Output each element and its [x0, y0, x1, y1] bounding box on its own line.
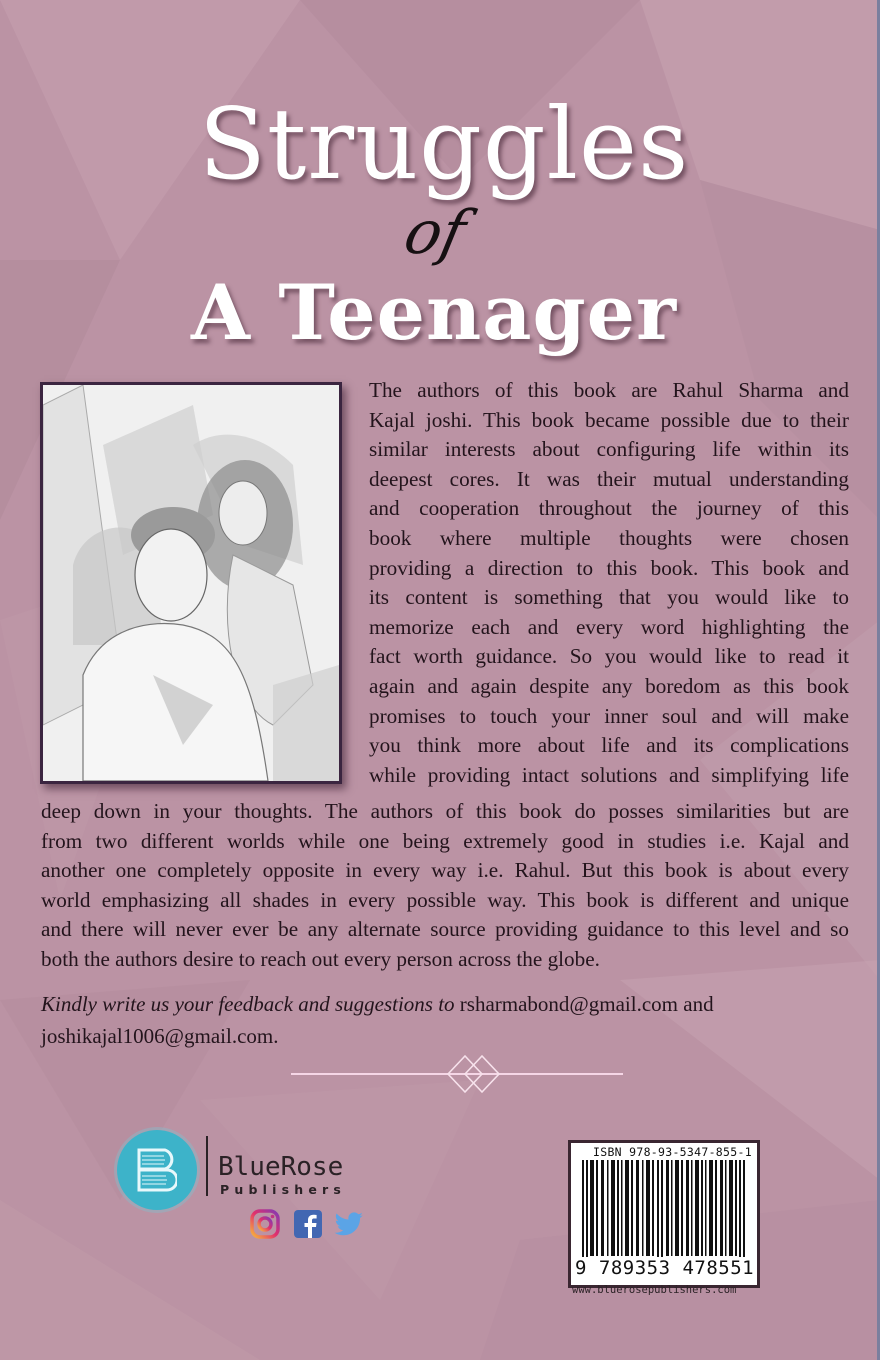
barcode [580, 1160, 746, 1262]
blurb-line: The authors of this book are Rahul Sharma and [369, 378, 849, 402]
book-stack-icon [137, 1148, 177, 1192]
blurb-line: while providing intact solutions and simplifying life [369, 762, 849, 787]
blurb-line: deep down in your thoughts. The authors of this book do posses similarities but are [41, 799, 849, 823]
blurb-wrapped [369, 376, 849, 790]
email-kajal[interactable]: joshikajal1006@gmail.com [41, 1024, 274, 1048]
title-struggles: Struggles [198, 88, 690, 202]
blurb-line: Kajal joshi. This book became possible due to their [369, 407, 849, 432]
title-a-teenager: A Teenager [190, 268, 677, 357]
feedback-note: Kindly write us your feedback and suggestions to rsharmabond@gmail.com and joshikajal1006@gmail.com. [41, 992, 714, 1048]
blurb-line: memorize each and every word highlighting the [369, 614, 849, 639]
isbn-label: ISBN 978-93-5347-855-1 [593, 1145, 752, 1159]
publisher-name: BlueRose [218, 1152, 344, 1182]
blurb-line: promises to touch your inner soul and will make [369, 703, 849, 728]
twitter-icon[interactable] [334, 1209, 364, 1239]
blurb-line: providing a direction to this book. This book and [369, 555, 849, 580]
blurb-line: from two different worlds while one being extremely good in studies i.e. Kajal and [41, 828, 849, 853]
isbn-digits: 9 789353 478551 [575, 1257, 755, 1279]
isbn-barcode-box [568, 1140, 760, 1288]
blurb-line: another one completely opposite in every way i.e. Rahul. But this book is about every [41, 858, 849, 883]
blurb-line: deepest cores. It was their mutual understanding [369, 466, 849, 491]
ornament-divider [289, 1048, 625, 1098]
blurb-line: you think more about life and its complications [369, 733, 849, 758]
authors-photo [40, 382, 342, 784]
feedback-joiner: and [683, 992, 714, 1016]
blurb-line: book where multiple thoughts were chosen [369, 525, 849, 550]
blurb-line: both the authors desire to reach out every person across the globe. [41, 946, 600, 971]
logo-separator [206, 1136, 208, 1196]
blurb-full-width [41, 797, 849, 975]
feedback-prompt: Kindly write us your feedback and suggestions to [41, 992, 455, 1016]
blurb-line: fact worth guidance. So you would like to read it [369, 644, 849, 669]
bluerose-logo [117, 1130, 197, 1210]
title-of: of [398, 198, 472, 268]
instagram-icon[interactable] [250, 1209, 280, 1239]
email-rahul[interactable]: rsharmabond@gmail.com [459, 992, 678, 1016]
blurb-line: world emphasizing all shades in every possible way. This book is different and unique [41, 887, 849, 912]
facebook-icon[interactable] [293, 1209, 323, 1239]
blurb-line: and there will never ever be any alternate source providing guidance to this level and so [41, 917, 849, 942]
publisher-subtitle: Publishers [220, 1182, 346, 1197]
blurb-line: similar interests about configuring life within its [369, 437, 849, 462]
publisher-website[interactable]: www.bluerosepublishers.com [572, 1284, 737, 1296]
blurb-line: its content is something that you would like to [369, 585, 849, 610]
blurb-line: and cooperation throughout the journey of this [369, 496, 849, 521]
blurb-line: again and again despite any boredom as this book [369, 673, 849, 698]
